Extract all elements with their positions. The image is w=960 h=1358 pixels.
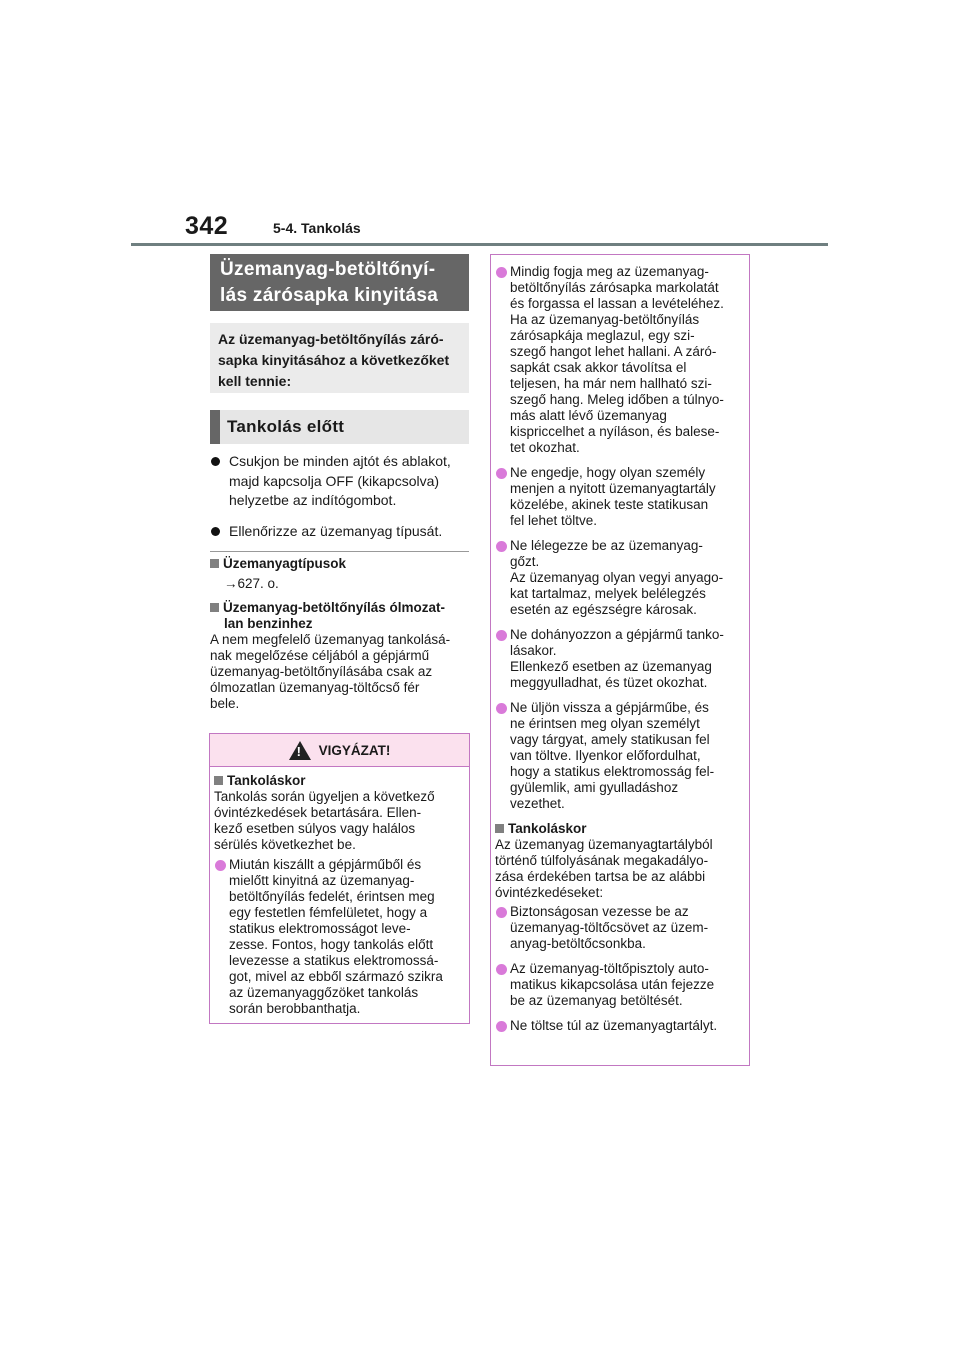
list-item-line: Mindig fogja meg az üzemanyag- xyxy=(510,264,709,279)
square-bullet-icon xyxy=(210,603,219,612)
warning-box xyxy=(209,733,470,1024)
square-bullet-icon xyxy=(210,559,219,568)
page-number: 342 xyxy=(185,212,229,240)
unleaded-text-line: ólmozatlan üzemanyag-töltőcső fér xyxy=(210,680,420,695)
page-title xyxy=(210,254,469,311)
unleaded-text-line: A nem megfelelő üzemanyag tankolásá- xyxy=(210,632,451,647)
list-item-line: got, mivel az ebből származó szikra xyxy=(229,969,443,984)
list-item-line: esetén az egészségre károsak. xyxy=(510,602,697,617)
list-item-line: vezethet. xyxy=(510,796,565,811)
warning-heading: Tankoláskor xyxy=(227,773,306,788)
intro-line: Az üzemanyag-betöltőnyílás záró- xyxy=(218,331,444,347)
list-item xyxy=(495,1018,745,1034)
page-reference: →627. o. xyxy=(224,576,279,591)
list-item-line: Ne dohányozzon a gépjármű tanko- xyxy=(510,627,724,642)
list-item-line: van töltve. Ilyenkor előfordulhat, xyxy=(510,748,701,763)
bullet-icon xyxy=(496,1021,507,1032)
list-item-line: majd kapcsolja OFF (kikapcsolva) xyxy=(229,472,440,489)
unleaded-heading-line: lan benzinhez xyxy=(224,616,313,631)
list-item xyxy=(495,627,745,691)
list-item-line: Ellenőrizze az üzemanyag típusát. xyxy=(229,522,443,539)
list-item-line: betöltőnyílás zárósapka markolatát xyxy=(510,280,719,295)
list-item-line: lásakor. xyxy=(510,643,557,658)
bullet-icon xyxy=(211,457,220,466)
list-item-line: sapkát csak akkor távolítsa el xyxy=(510,360,687,375)
warning-text-line: kező esetben súlyos vagy halálos xyxy=(214,821,416,836)
list-item-line: zesse. Fontos, hogy tankolás előtt xyxy=(229,937,434,952)
title-line: lás zárósapka kinyitása xyxy=(220,285,439,306)
square-bullet-icon xyxy=(495,824,504,833)
refuel-text-line: történő túlfolyásának megakadályo- xyxy=(495,853,709,868)
list-item xyxy=(210,522,472,542)
list-item-line: tet okozhat. xyxy=(510,440,580,455)
warning-triangle-icon xyxy=(289,741,311,760)
list-item-line: Ne töltse túl az üzemanyagtartályt. xyxy=(510,1018,718,1033)
list-item-line: Ne üljön vissza a gépjárműbe, és xyxy=(510,700,709,715)
list-item-line: Biztonságosan vezesse be az xyxy=(510,904,689,919)
list-item-line: fel lehet töltve. xyxy=(510,513,598,528)
header-rule xyxy=(131,243,828,246)
bullet-icon xyxy=(496,468,507,479)
bullet-icon xyxy=(496,907,507,918)
intro-box xyxy=(210,323,469,393)
list-item-line: helyzetbe az indítógombot. xyxy=(229,492,397,508)
intro-line: kell tennie: xyxy=(218,373,292,389)
list-item-line: vagy tárgyat, amely statikusan fel xyxy=(510,732,710,747)
warning-header xyxy=(210,734,469,767)
list-item xyxy=(495,264,745,456)
list-item-line: Csukjon be minden ajtót és ablakot, xyxy=(229,453,451,469)
list-item-line: meggyulladhat, és tüzet okozhat. xyxy=(510,675,708,690)
bullet-icon xyxy=(496,267,507,278)
list-item-line: Ne engedje, hogy olyan személy xyxy=(510,465,706,480)
unleaded-heading-line: Üzemanyag-betöltőnyílás ólmozat- xyxy=(223,600,446,615)
fuel-types-info xyxy=(210,556,472,592)
square-bullet-icon xyxy=(214,776,223,785)
unleaded-info xyxy=(210,600,472,712)
unleaded-text-line: üzemanyag-betöltőnyílásába csak az xyxy=(210,664,433,679)
intro-line: sapka kinyitásához a következőket xyxy=(218,352,450,368)
list-item-line: során berobbanthatja. xyxy=(229,1001,361,1016)
list-item xyxy=(495,700,745,812)
list-item-line: Ne lélegezze be az üzemanyag- xyxy=(510,538,703,553)
list-item-line: üzemanyag-töltőcsövet az üzem- xyxy=(510,920,709,935)
list-item-line: Miután kiszállt a gépjárműből és xyxy=(229,857,422,872)
list-item-line: Ha az üzemanyag-betöltőnyílás xyxy=(510,312,700,327)
refuel-heading: Tankoláskor xyxy=(508,821,587,836)
list-item-line: Ellenkező esetben az üzemanyag xyxy=(510,659,712,674)
unleaded-text-line: bele. xyxy=(210,696,240,711)
list-item xyxy=(214,857,465,1017)
refuel-text-line: óvintézkedéseket: xyxy=(495,885,604,900)
list-item-line: az üzemanyaggőzöket tankolás xyxy=(229,985,419,1000)
list-item-line: ne érintsen meg olyan személyt xyxy=(510,716,700,731)
section-label: 5-4. Tankolás xyxy=(273,220,361,236)
list-item-line: kat tartalmaz, melyek belélegzés xyxy=(510,586,706,601)
list-item-line: menjen a nyitott üzemanyagtartály xyxy=(510,481,716,496)
list-item-line: más alatt lévő üzemanyag xyxy=(510,408,667,423)
list-item xyxy=(495,904,745,952)
list-item-line: kispriccelhet a nyíláson, és balese- xyxy=(510,424,720,439)
divider xyxy=(210,551,469,552)
bullet-icon xyxy=(211,527,220,536)
bullet-list xyxy=(210,452,472,552)
list-item-line: statikus elektromosságot leve- xyxy=(229,921,411,936)
list-item-line: anyag-betöltőcsonkba. xyxy=(510,936,646,951)
list-item xyxy=(210,452,472,511)
list-item-line: szegő hang. Meleg időben a túlnyo- xyxy=(510,392,724,407)
list-item-line: matikus kikapcsolása után fejezze xyxy=(510,977,715,992)
list-item-line: közelébe, akinek teste statikusan xyxy=(510,497,709,512)
refuel-text-line: zása érdekében tartsa be az alábbi xyxy=(495,869,706,884)
list-item-line: be az üzemanyag betöltését. xyxy=(510,993,683,1008)
unleaded-text-line: nak megelőzése céljából a gépjármű xyxy=(210,648,430,663)
list-item-line: gyülemlik, ami gyulladáshoz xyxy=(510,780,679,795)
warning-text-line: sérülés következhet be. xyxy=(214,837,356,852)
list-item-line: Az üzemanyag olyan vegyi anyago- xyxy=(510,570,724,585)
list-item-line: zárósapkája meglazul, egy szi- xyxy=(510,328,695,343)
bullet-icon xyxy=(496,703,507,714)
warning-text-line: Tankolás során ügyeljen a következő xyxy=(214,789,435,804)
bullet-icon xyxy=(496,964,507,975)
list-item-line: Az üzemanyag-töltőpisztoly auto- xyxy=(510,961,709,976)
bullet-icon xyxy=(496,630,507,641)
list-item-line: és forgassa el lassan a levételéhez. xyxy=(510,296,724,311)
list-item-line: teljesen, ha már nem hallható szi- xyxy=(510,376,712,391)
list-item xyxy=(495,961,745,1009)
list-item xyxy=(495,465,745,529)
subheading: Tankolás előtt xyxy=(210,410,469,444)
list-item-line: mielőtt kinyitná az üzemanyag- xyxy=(229,873,415,888)
title-line: Üzemanyag-betöltőnyí- xyxy=(220,259,436,280)
list-item-line: szegő hangot lehet hallani. A záró- xyxy=(510,344,717,359)
list-item-line: hogy a statikus elektromosság fel- xyxy=(510,764,715,779)
list-item-line: betöltőnyílás fedelét, érintsen meg xyxy=(229,889,435,904)
bullet-icon xyxy=(215,860,226,871)
list-item-line: egy festetlen fémfelületet, hogy a xyxy=(229,905,428,920)
list-item xyxy=(495,538,745,618)
warning-text-line: óvintézkedések betartására. Ellen- xyxy=(214,805,422,820)
fuel-types-heading: Üzemanyagtípusok xyxy=(223,556,347,571)
list-item-line: levezesse a statikus elektromossá- xyxy=(229,953,439,968)
warning-continuation-box xyxy=(490,254,750,1066)
list-item-line: gőzt. xyxy=(510,554,540,569)
warning-label: VIGYÁZAT! xyxy=(318,742,391,758)
bullet-icon xyxy=(496,541,507,552)
refuel-text-line: Az üzemanyag üzemanyagtartályból xyxy=(495,837,713,852)
